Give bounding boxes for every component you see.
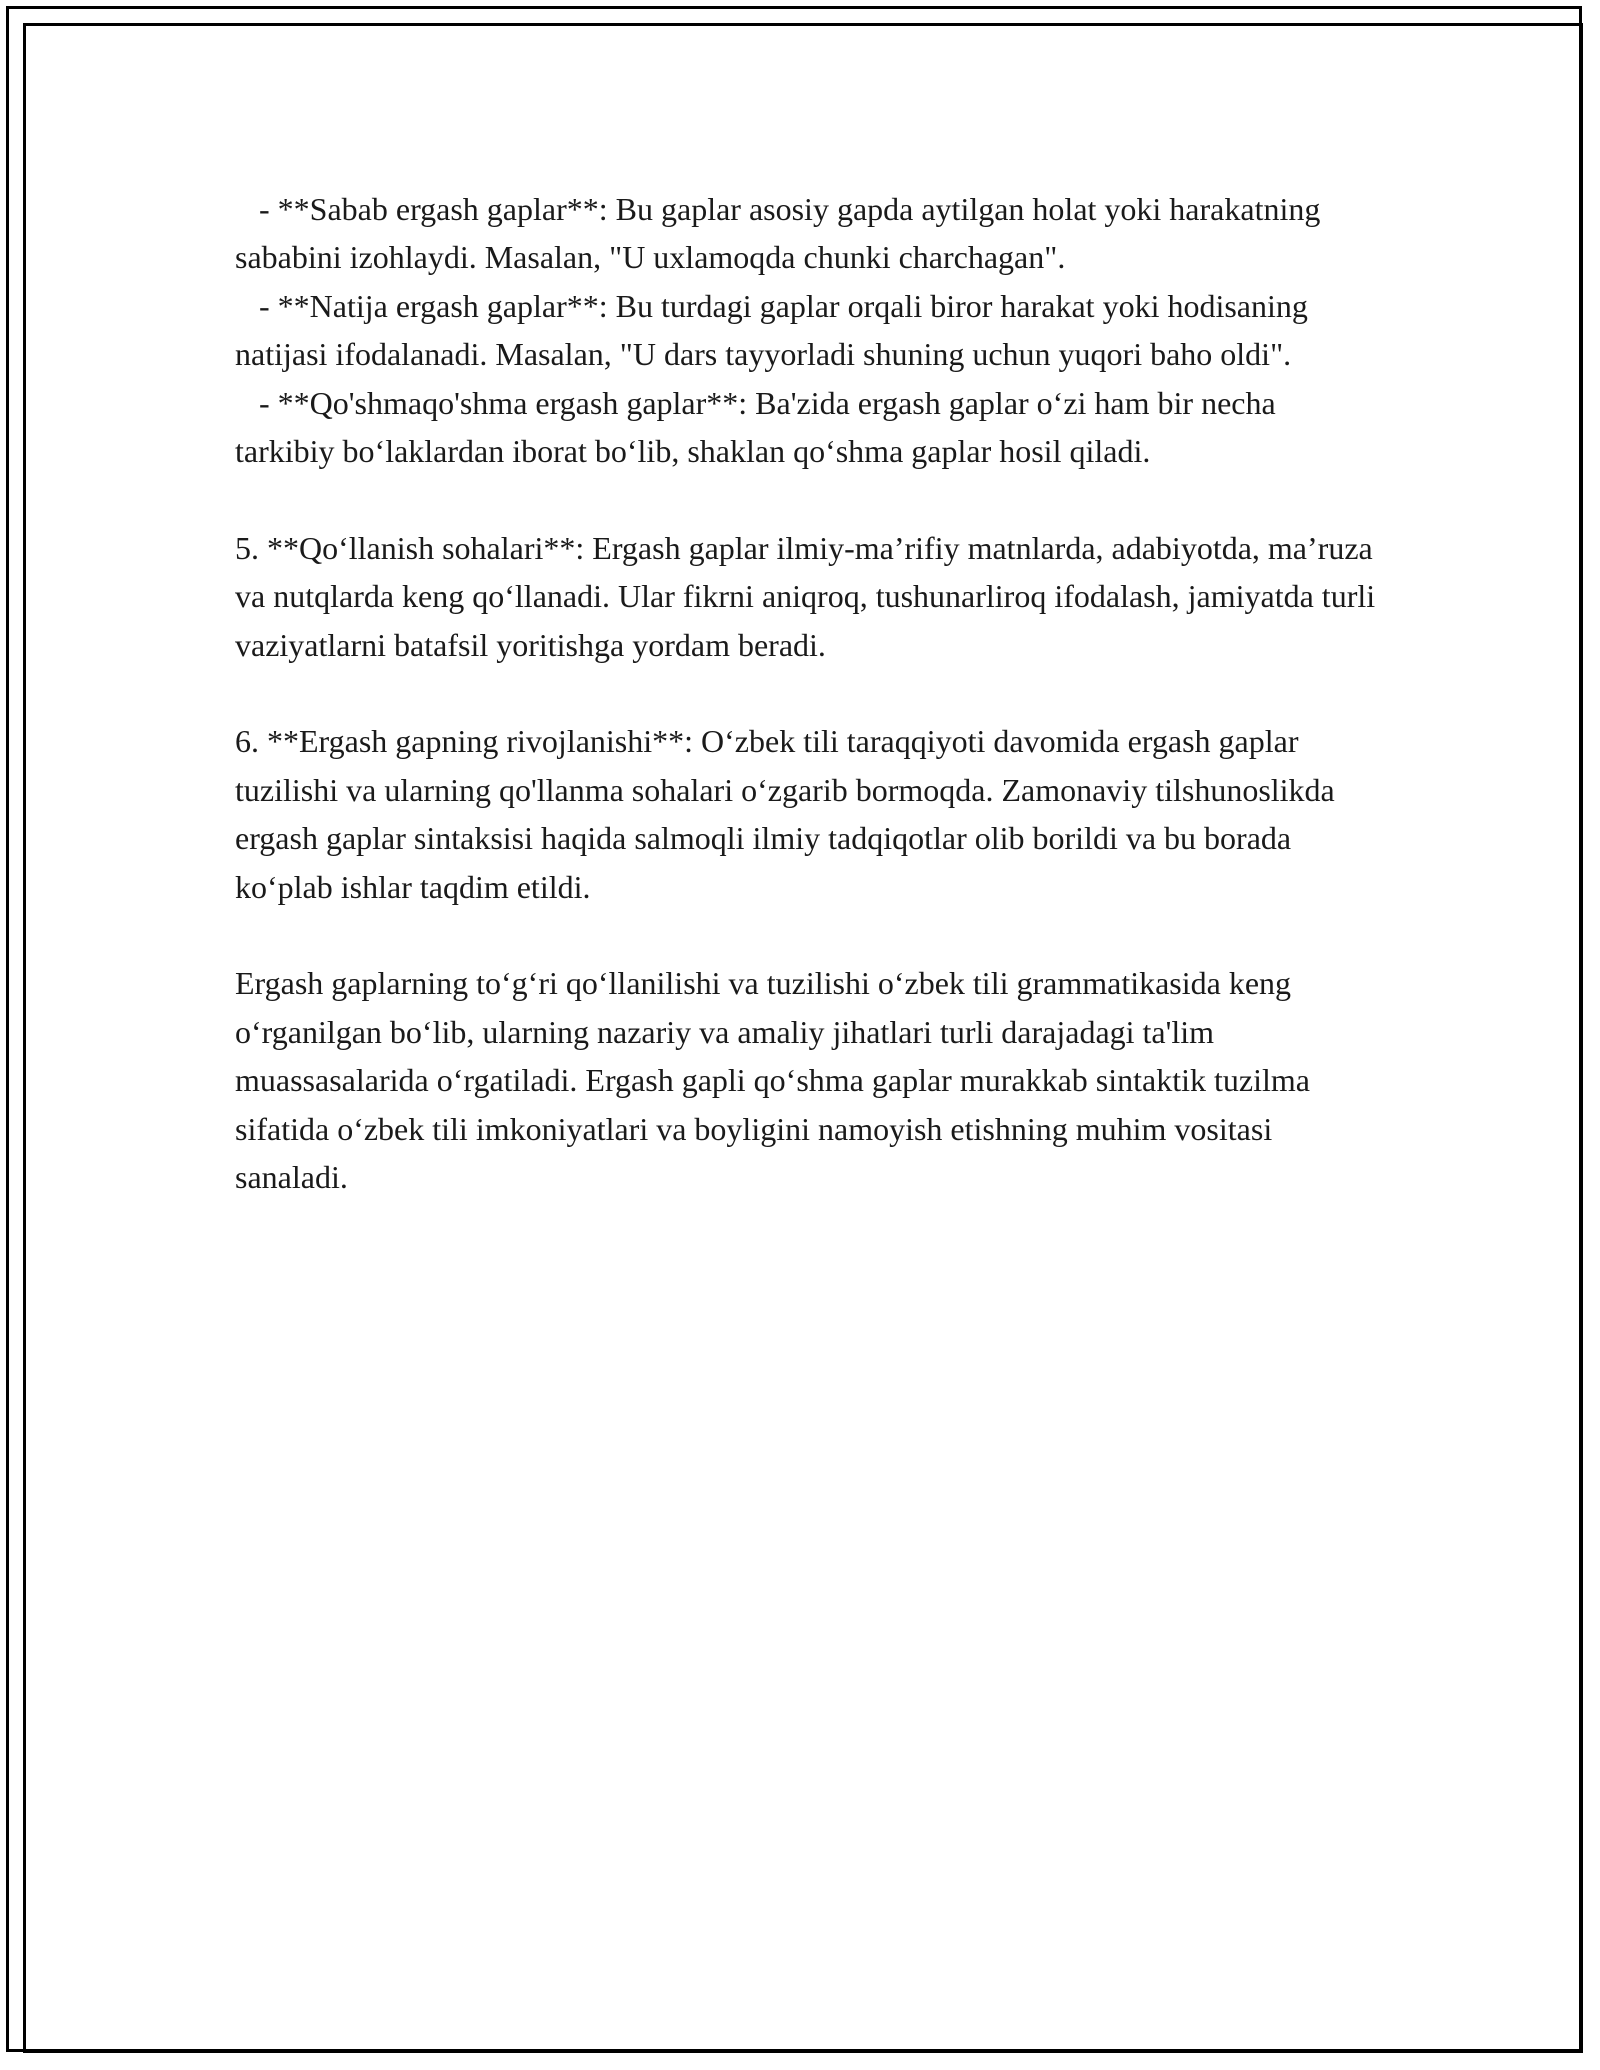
section-6-paragraph: 6. **Ergash gapning rivojlanishi**: O‘zbek tili taraqqiyoti davomida ergash gaplar tuzilishi va ularning qo'llanma sohalari o‘zgarib bormoqda. Zamonaviy tilshunoslikda ergash gaplar sintaksisi haqida salmoqli ilmiy tadqiqotlar olib borildi va bu borada ko‘plab ishlar taqdim etildi. [235,723,1343,905]
document-body [235,185,1384,1201]
paragraph-gap [235,911,1380,959]
paragraph-gap [235,669,1380,717]
paragraph-gap [235,475,1380,523]
section-5-paragraph: 5. **Qo‘llanish sohalari**: Ergash gaplar ilmiy-ma’rifiy matnlarda, adabiyotda, ma’ruza va nutqlarda keng qo‘llanadi. Ular fikrni aniqroq, tushunarliroq ifodalash, jamiyatda turli vaziyatlarni batafsil yoritishga yordam beradi. [235,529,1384,663]
bullet-qoshma: - **Qo'shmaqo'shma ergash gaplar**: Ba'zida ergash gaplar o‘zi ham bir necha tarkibiy bo‘laklardan iborat bo‘lib, shaklan qo‘shma gaplar hosil qiladi. [235,384,1284,470]
conclusion-paragraph: Ergash gaplarning to‘g‘ri qo‘llanilishi va tuzilishi o‘zbek tili grammatikasida keng o‘rganilgan bo‘lib, ularning nazariy va amaliy jihatlari turli darajadagi ta'lim muassasalarida o‘rgatiladi. Ergash gapli qo‘shma gaplar murakkab sintaktik tuzilma sifatida o‘zbek tili imkoniyatlari va boyligini namoyish etishning muhim vositasi sanaladi. [235,965,1318,1196]
bullet-natija: - **Natija ergash gaplar**: Bu turdagi gaplar orqali biror harakat yoki hodisaning natijasi ifodalanadi. Masalan, "U dars tayyorladi shuning uchun yuqori baho oldi". [235,287,1316,373]
bullet-sabab: - **Sabab ergash gaplar**: Bu gaplar asosiy gapda aytilgan holat yoki harakatning sababini izohlaydi. Masalan, "U uxlamoqda chunki charchagan". [235,191,1329,276]
